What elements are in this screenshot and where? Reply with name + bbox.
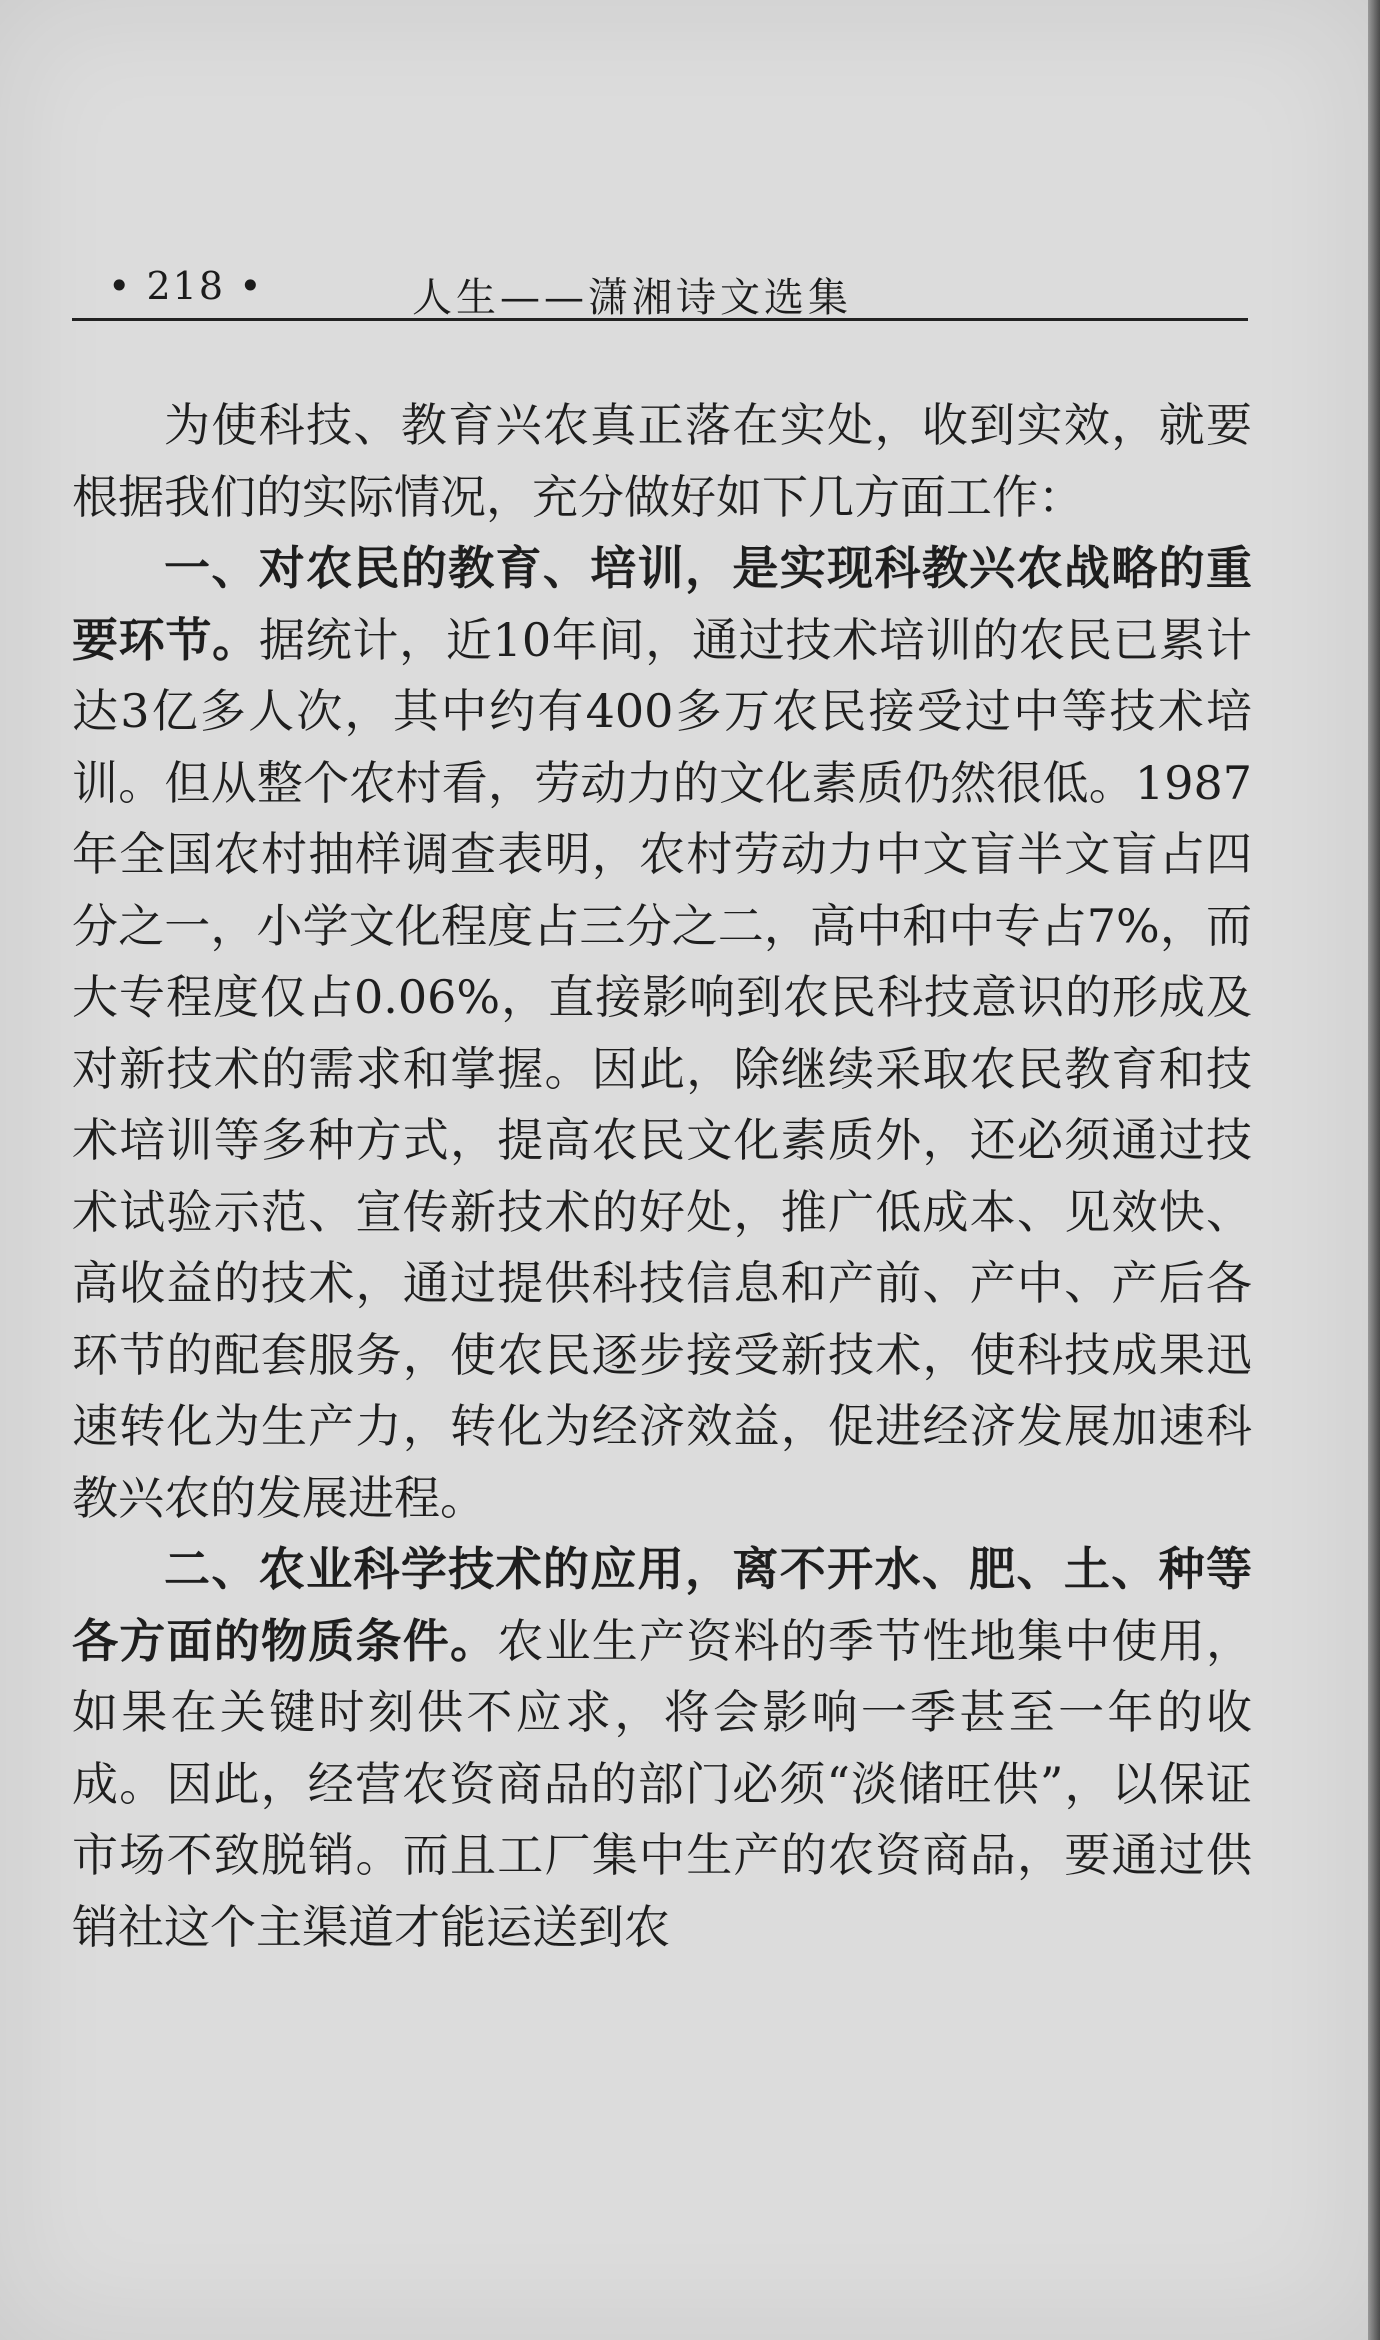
page-number: • 218 • — [108, 264, 264, 308]
paragraph-intro — [72, 390, 1252, 533]
page-edge-shadow — [1368, 0, 1380, 2340]
page-header — [72, 258, 1248, 321]
paragraph-text: 农业生产资料的季节性地集中使用，如果在关键时刻供不应求，将会影响一季甚至一年的收成。因此，经营农资商品的部门必须“淡储旺供”，以保证市场不致脱销。而且工厂集中生产的农资商品，要通过供销社这个主渠道才能运送到农 — [72, 1613, 1252, 1954]
paragraph-heading: 二、农业科学技术的应用，离不开水、肥、土、种等各方面的物质条件。 — [72, 1542, 1252, 1668]
body-text — [72, 390, 1252, 1963]
paragraph-text: 据统计，近10年间，通过技术培训的农民已累计达3亿多人次，其中约有400多万农民接受过中等技术培训。但从整个农村看，劳动力的文化素质仍然很低。1987年全国农村抽样调查表明，农村劳动力中文盲半文盲占四分之一，小学文化程度占三分之二，高中和中专占7%，而大专程度仅占0.06%，直接影响到农民科技意识的形成及对新技术的需求和掌握。因此，除继续采取农民教育和技术培训等多种方式，提高农民文化素质外，还必须通过技术试验示范、宣传新技术的好处，推广低成本、见效快、高收益的技术，通过提供科技信息和产前、产中、产后各环节的配套服务，使农民逐步接受新技术，使科技成果迅速转化为生产力，转化为经济效益，促进经济发展加速科教兴农的发展进程。 — [72, 612, 1252, 1525]
paragraph-heading: 一、对农民的教育、培训，是实现科教兴农战略的重要环节。 — [72, 541, 1252, 667]
paragraph-point-one — [72, 533, 1252, 1534]
paragraph-point-two — [72, 1534, 1252, 1963]
paragraph-text: 为使科技、教育兴农真正落在实处，收到实效，就要根据我们的实际情况，充分做好如下几方面工作： — [72, 398, 1252, 524]
running-title: 人生——潇湘诗文选集 — [412, 275, 852, 321]
